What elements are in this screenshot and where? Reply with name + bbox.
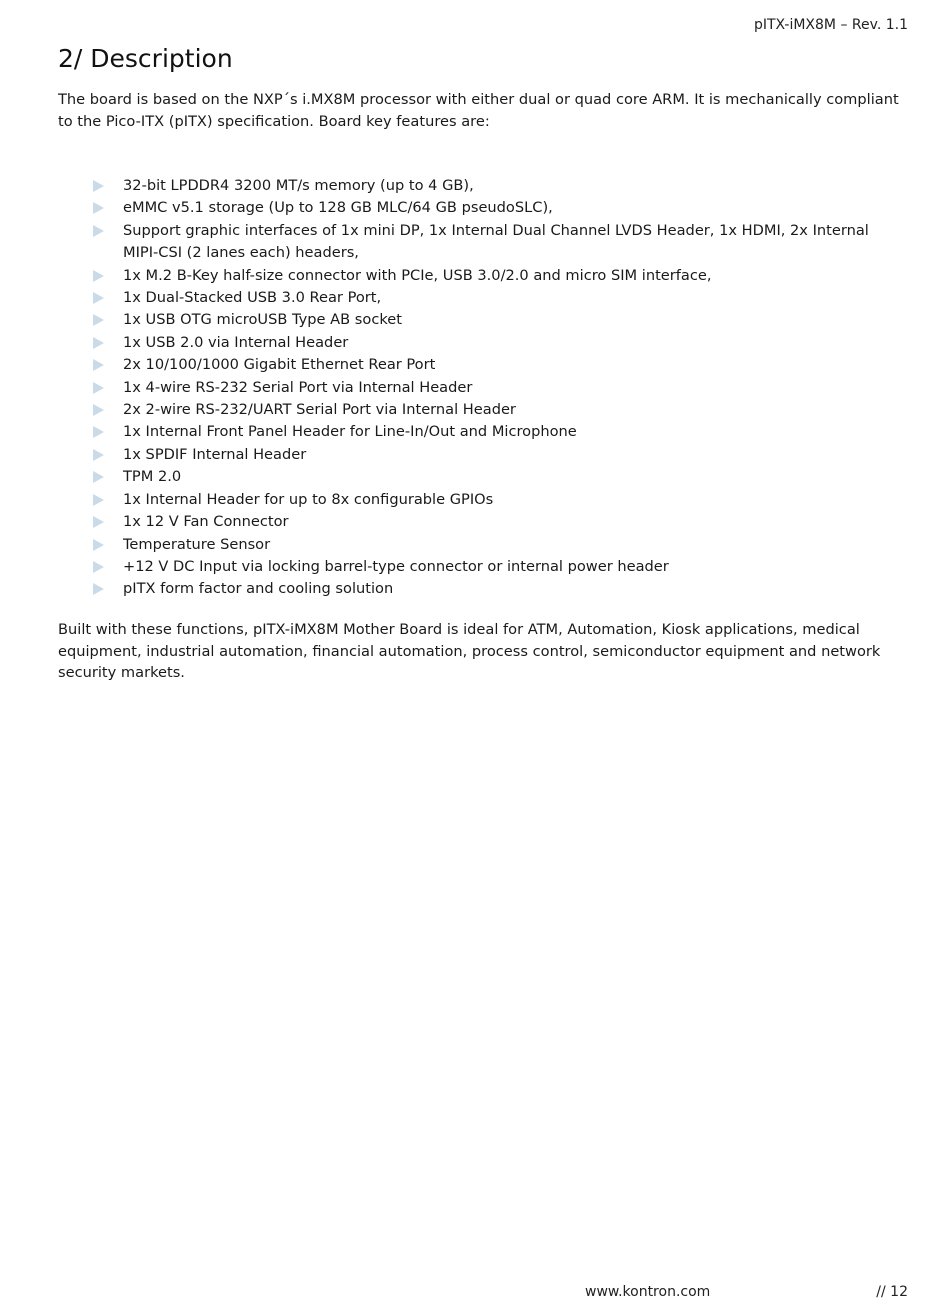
feature-text: 32-bit LPDDR4 3200 MT/s memory (up to 4 GB),	[123, 177, 474, 194]
feature-list	[58, 175, 903, 601]
triangle-bullet-icon	[93, 337, 104, 349]
feature-text: 1x Internal Front Panel Header for Line-In/Out and Microphone	[123, 423, 577, 441]
triangle-bullet-icon	[93, 180, 104, 192]
page-number: // 12	[876, 1284, 908, 1300]
triangle-bullet-icon	[93, 426, 104, 438]
feature-text: 1x Dual-Stacked USB 3.0 Rear Port,	[123, 289, 382, 307]
feature-item	[58, 332, 903, 354]
triangle-bullet-icon	[93, 404, 104, 416]
triangle-bullet-icon	[93, 292, 104, 304]
triangle-bullet-icon	[93, 359, 104, 371]
triangle-bullet-icon	[93, 494, 104, 506]
feature-item	[58, 578, 903, 600]
feature-text: TPM 2.0	[123, 468, 182, 486]
triangle-bullet-icon	[93, 471, 104, 483]
feature-text: 2x 2-wire RS-232/UART Serial Port via Internal Header	[123, 401, 516, 419]
triangle-bullet-icon	[93, 225, 104, 237]
feature-item	[58, 556, 903, 578]
feature-item	[58, 511, 903, 533]
feature-item	[58, 287, 903, 309]
feature-text: 1x 12 V Fan Connector	[123, 513, 289, 531]
feature-item	[58, 354, 903, 376]
feature-item	[58, 175, 903, 197]
feature-text: 1x USB OTG microUSB Type AB socket	[123, 311, 402, 329]
triangle-bullet-icon	[93, 270, 104, 282]
feature-text: 1x 4-wire RS-232 Serial Port via Internal Header	[123, 378, 473, 396]
feature-item	[58, 377, 903, 399]
feature-item	[58, 444, 903, 466]
footer-website-link[interactable]: www.kontron.com	[585, 1284, 711, 1300]
triangle-bullet-icon	[93, 539, 104, 551]
triangle-bullet-icon	[93, 449, 104, 461]
triangle-bullet-icon	[93, 561, 104, 573]
intro-paragraph: The board is based on the NXP´s i.MX8M processor with either dual or quad core ARM. It is mechanically compliant to the Pico-ITX (pITX) specification. Board key features are:	[58, 91, 899, 130]
feature-text: Support graphic interfaces of 1x mini DP, 1x Internal Dual Channel LVDS Header, 1x HDMI, 2x Internal MIPI-CSI (2 lanes each) headers,	[123, 221, 869, 262]
document-revision: pITX-iMX8M – Rev. 1.1	[753, 17, 908, 33]
feature-item	[58, 489, 903, 511]
outro-paragraph: Built with these functions, pITX-iMX8M Mother Board is ideal for ATM, Automation, Kiosk applications, medical equipment, industrial automation, financial automation, process control, semiconductor equipment and network security markets.	[58, 621, 881, 681]
feature-item	[58, 220, 903, 265]
triangle-bullet-icon	[93, 516, 104, 528]
triangle-bullet-icon	[93, 583, 104, 595]
feature-text: 1x M.2 B-Key half-size connector with PCIe, USB 3.0/2.0 and micro SIM interface,	[123, 266, 712, 284]
feature-text: Temperature Sensor	[123, 535, 271, 553]
feature-text: eMMC v5.1 storage (Up to 128 GB MLC/64 GB pseudoSLC),	[123, 199, 553, 217]
feature-item	[58, 265, 903, 287]
feature-text: +12 V DC Input via locking barrel-type connector or internal power header	[123, 557, 669, 575]
triangle-bullet-icon	[93, 314, 104, 326]
feature-item	[58, 534, 903, 556]
feature-text: 1x SPDIF Internal Header	[123, 445, 307, 463]
section-title: 2/ Description	[58, 44, 233, 73]
feature-item	[58, 421, 903, 443]
feature-item	[58, 309, 903, 331]
feature-item	[58, 466, 903, 488]
feature-item	[58, 399, 903, 421]
feature-text: 1x USB 2.0 via Internal Header	[123, 333, 349, 351]
feature-item	[58, 197, 903, 219]
triangle-bullet-icon	[93, 382, 104, 394]
feature-text: 1x Internal Header for up to 8x configurable GPIOs	[123, 490, 494, 508]
feature-text: 2x 10/100/1000 Gigabit Ethernet Rear Port	[123, 356, 436, 374]
feature-text: pITX form factor and cooling solution	[123, 580, 394, 598]
triangle-bullet-icon	[93, 202, 104, 214]
